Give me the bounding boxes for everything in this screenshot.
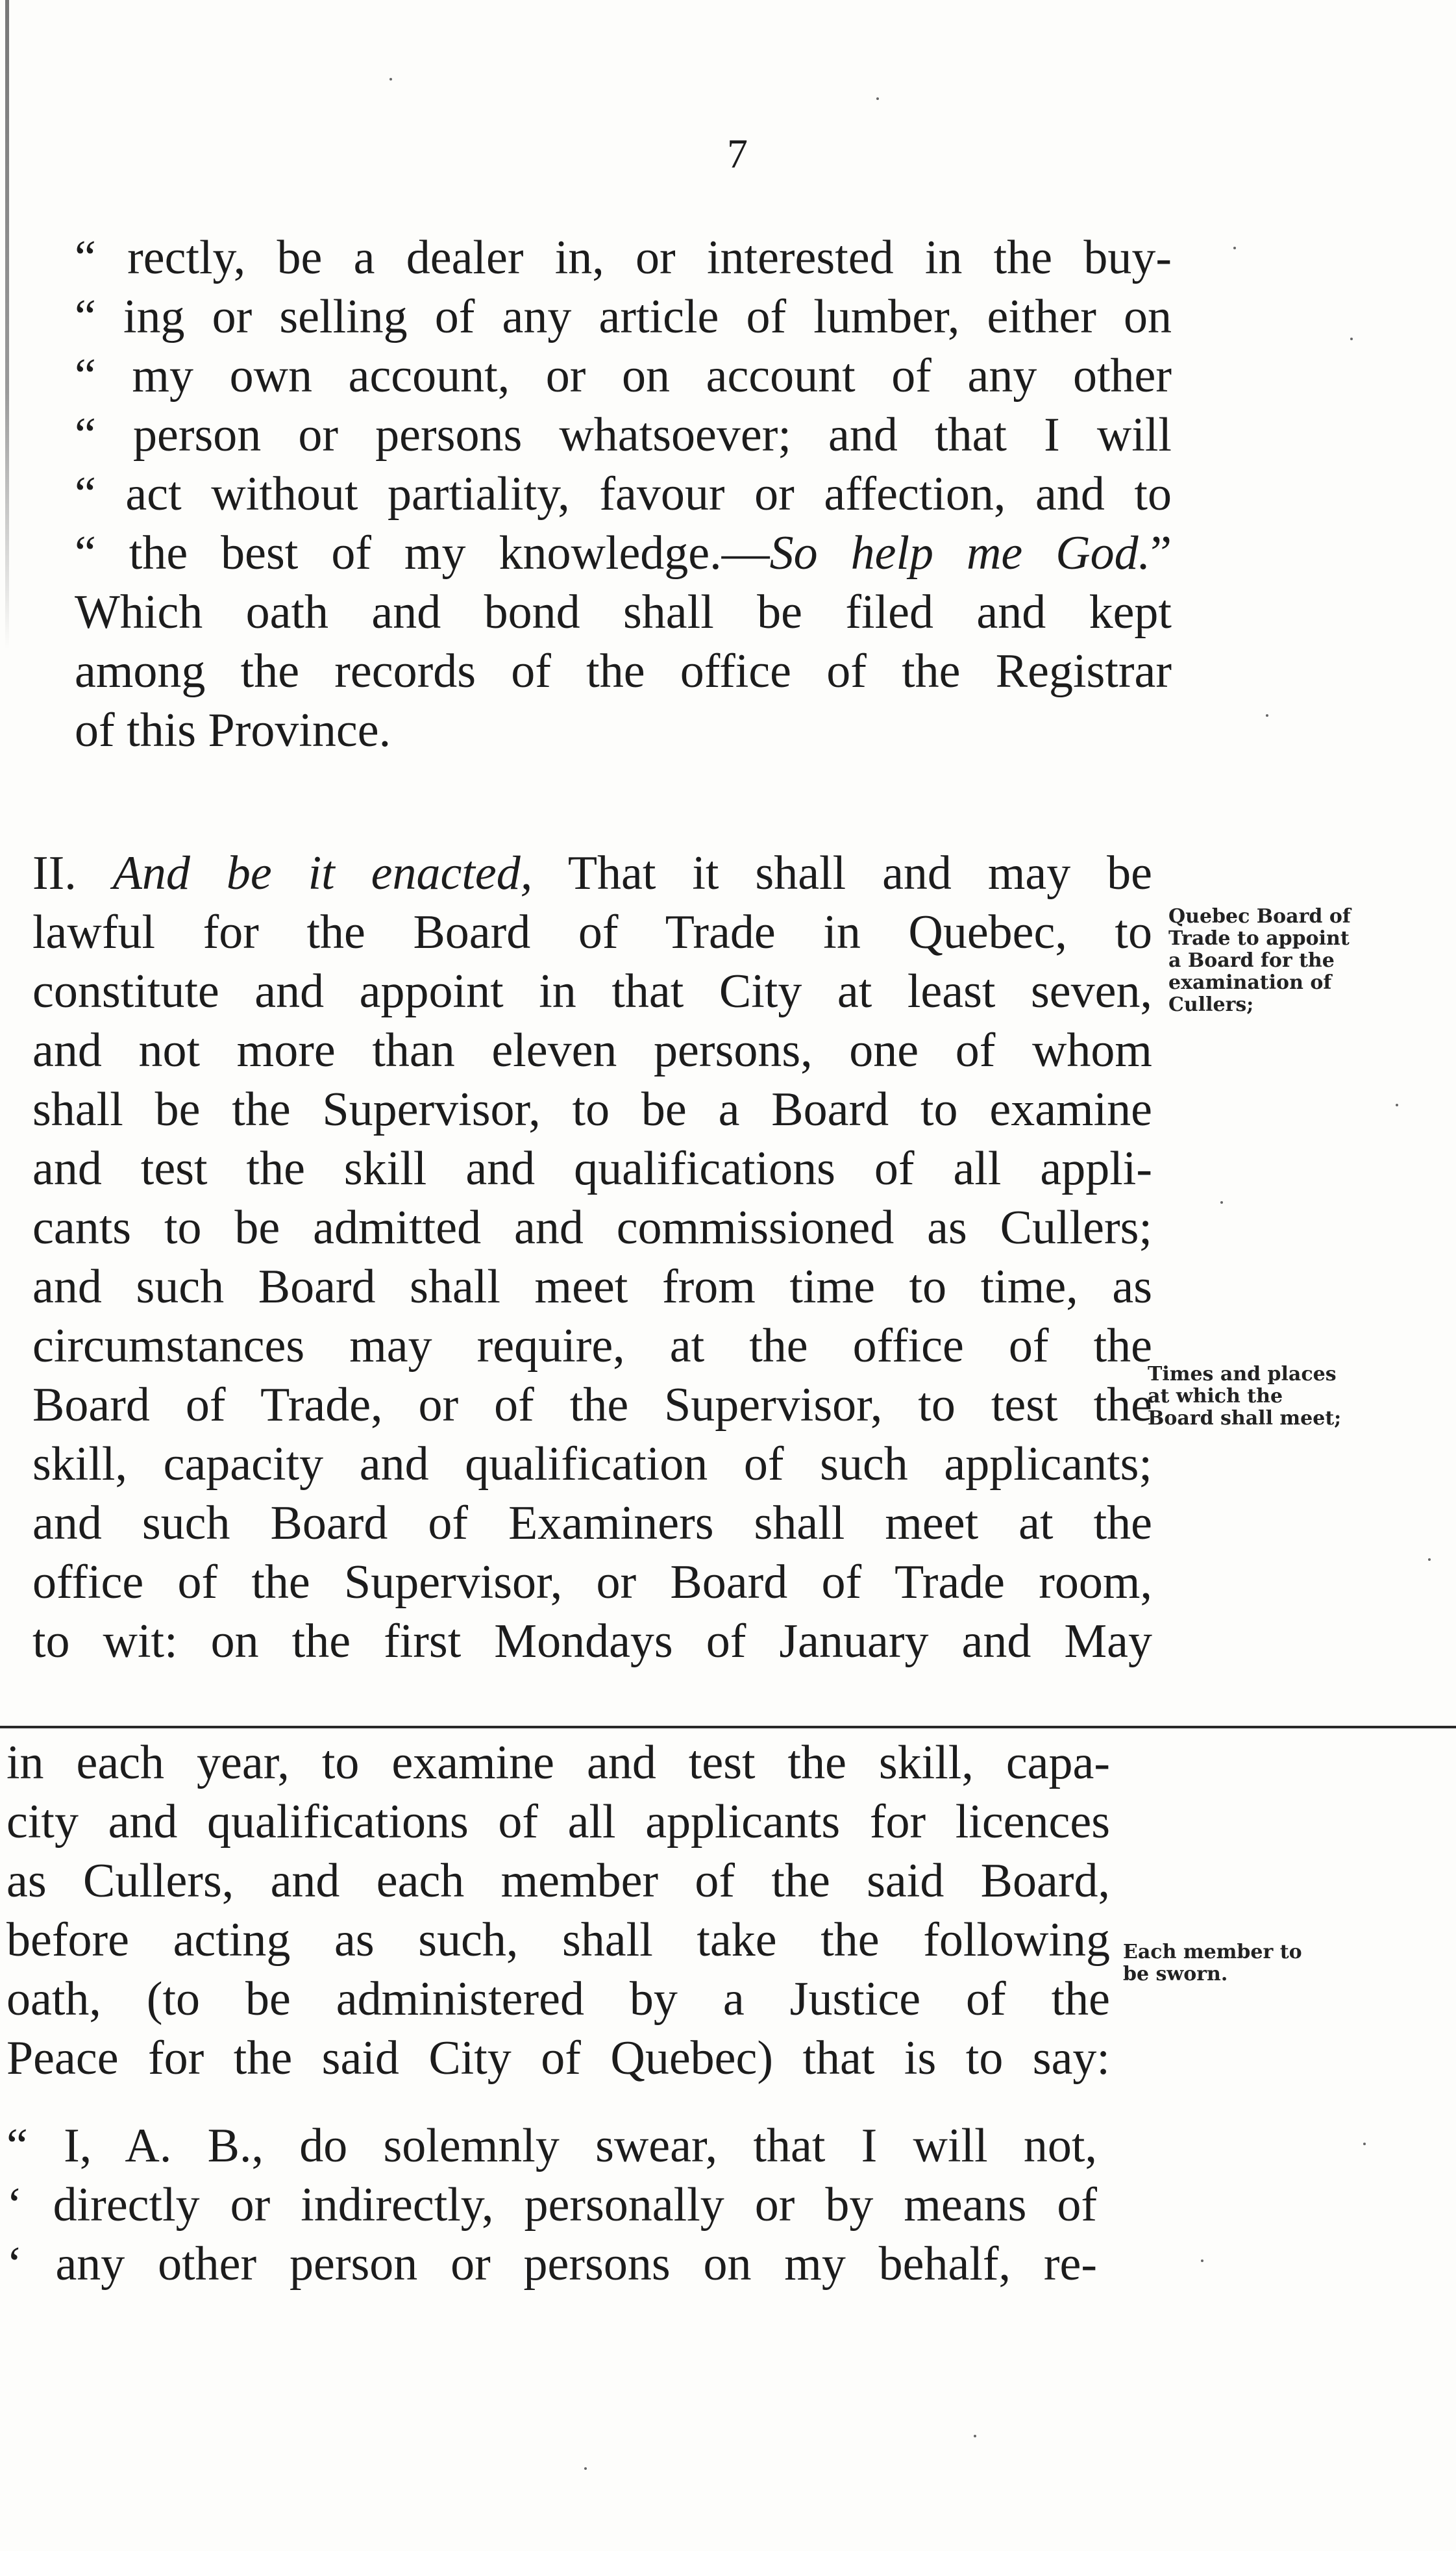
- oath-continuation-line: “ rectly, be a dealer in, or interested in the buy-: [75, 231, 1172, 284]
- section-two-paragraph: [32, 844, 1152, 1671]
- margin-note-line: Cullers;: [1168, 993, 1254, 1016]
- section-two-continued-line: oath, (to be administered by a Justice of the: [6, 1972, 1110, 2026]
- scan-speck: [1201, 2259, 1203, 2262]
- oath-continuation-line: “ ing or selling of any article of lumber, either on: [75, 290, 1172, 343]
- section-two-line: office of the Supervisor, or Board of Trade room,: [32, 1556, 1152, 1609]
- oath-line: ‘ any other person or persons on my behalf, re-: [6, 2237, 1097, 2291]
- section-two-line: and not more than eleven persons, one of whom: [32, 1024, 1152, 1077]
- section-two-line: shall be the Supervisor, to be a Board to examine: [32, 1083, 1152, 1136]
- margin-note-member-sworn: [1123, 1941, 1302, 1985]
- section-two-continued-line: before acting as such, shall take the following: [6, 1913, 1110, 1967]
- oath-line: “ I, A. B., do solemnly swear, that I will not,: [6, 2119, 1097, 2172]
- page-divider-line: [0, 1726, 1456, 1728]
- margin-note-line: Quebec Board of: [1168, 905, 1351, 928]
- oath-line: ‘ directly or indirectly, personally or by means of: [6, 2178, 1097, 2232]
- section-two-continued-line: Peace for the said City of Quebec) that is to say:: [6, 2032, 1110, 2085]
- scan-speck: [389, 78, 392, 81]
- section-two-line: and such Board of Examiners shall meet at the: [32, 1497, 1152, 1550]
- section-two-continued-line: city and qualifications of all applicants for licences: [6, 1795, 1110, 1848]
- oath-paragraph: [6, 2117, 1097, 2294]
- scan-speck: [584, 2467, 587, 2470]
- page-binding-edge: [5, 0, 9, 649]
- margin-note-line: Times and places: [1148, 1363, 1337, 1386]
- section-two-continued-line: as Cullers, and each member of the said Board,: [6, 1854, 1110, 1908]
- section-two-line: and such Board shall meet from time to time, as: [32, 1260, 1152, 1313]
- section-two-continued-paragraph: [6, 1734, 1110, 2088]
- section-two-line: skill, capacity and qualification of such applicants;: [32, 1437, 1152, 1491]
- scan-speck: [1266, 714, 1268, 717]
- italic-phrase: So help me God.: [769, 527, 1151, 580]
- oath-continuation-line: “ act without partiality, favour or affection, and to: [75, 467, 1172, 521]
- section-two-line: to wit: on the first Mondays of January and May: [32, 1615, 1152, 1668]
- oath-continuation-line: “ the best of my knowledge.—So help me God.”: [75, 527, 1172, 580]
- section-two-line: lawful for the Board of Trade in Quebec, to: [32, 906, 1152, 959]
- section-two-line: constitute and appoint in that City at least seven,: [32, 965, 1152, 1018]
- scan-speck: [876, 97, 879, 100]
- scan-speck: [1363, 2143, 1366, 2145]
- section-two-line: circumstances may require, at the office of the: [32, 1319, 1152, 1373]
- margin-note-line: Trade to appoint: [1168, 927, 1350, 950]
- page-number: 7: [727, 131, 748, 177]
- scan-speck: [1428, 1558, 1431, 1561]
- section-two-continued-line: in each year, to examine and test the skill, capa-: [6, 1736, 1110, 1789]
- margin-note-line: be sworn.: [1123, 1963, 1228, 1985]
- margin-note-line: a Board for the: [1168, 949, 1335, 972]
- oath-continuation-line: Which oath and bond shall be filed and kept: [75, 586, 1172, 639]
- margin-note-line: examination of: [1168, 971, 1332, 994]
- scan-speck: [1233, 247, 1236, 249]
- section-two-line: Board of Trade, or of the Supervisor, to test the: [32, 1378, 1152, 1432]
- margin-note-line: Each member to: [1123, 1941, 1302, 1963]
- oath-continuation-line: among the records of the office of the Registrar: [75, 645, 1172, 698]
- section-two-line: and test the skill and qualifications of all appli-: [32, 1142, 1152, 1195]
- margin-note-line: at which the: [1148, 1385, 1283, 1408]
- scan-speck: [974, 2435, 976, 2437]
- section-two-line: II. And be it enacted, That it shall and may be: [32, 847, 1153, 900]
- scan-speck: [1220, 1201, 1223, 1204]
- oath-continuation-line: of this Province.: [75, 704, 391, 757]
- scan-speck: [1350, 338, 1353, 340]
- oath-continuation-paragraph: [75, 229, 1172, 760]
- oath-continuation-line: “ person or persons whatsoever; and that I will: [75, 408, 1172, 462]
- scan-speck: [1396, 1104, 1398, 1106]
- margin-note-line: Board shall meet;: [1148, 1407, 1342, 1430]
- italic-phrase: And be it enacted,: [112, 847, 533, 900]
- margin-note-times-places: [1148, 1363, 1341, 1430]
- section-two-line: cants to be admitted and commissioned as Cullers;: [32, 1201, 1152, 1254]
- oath-continuation-line: “ my own account, or on account of any other: [75, 349, 1172, 403]
- margin-note-quebec-board: [1168, 906, 1351, 1016]
